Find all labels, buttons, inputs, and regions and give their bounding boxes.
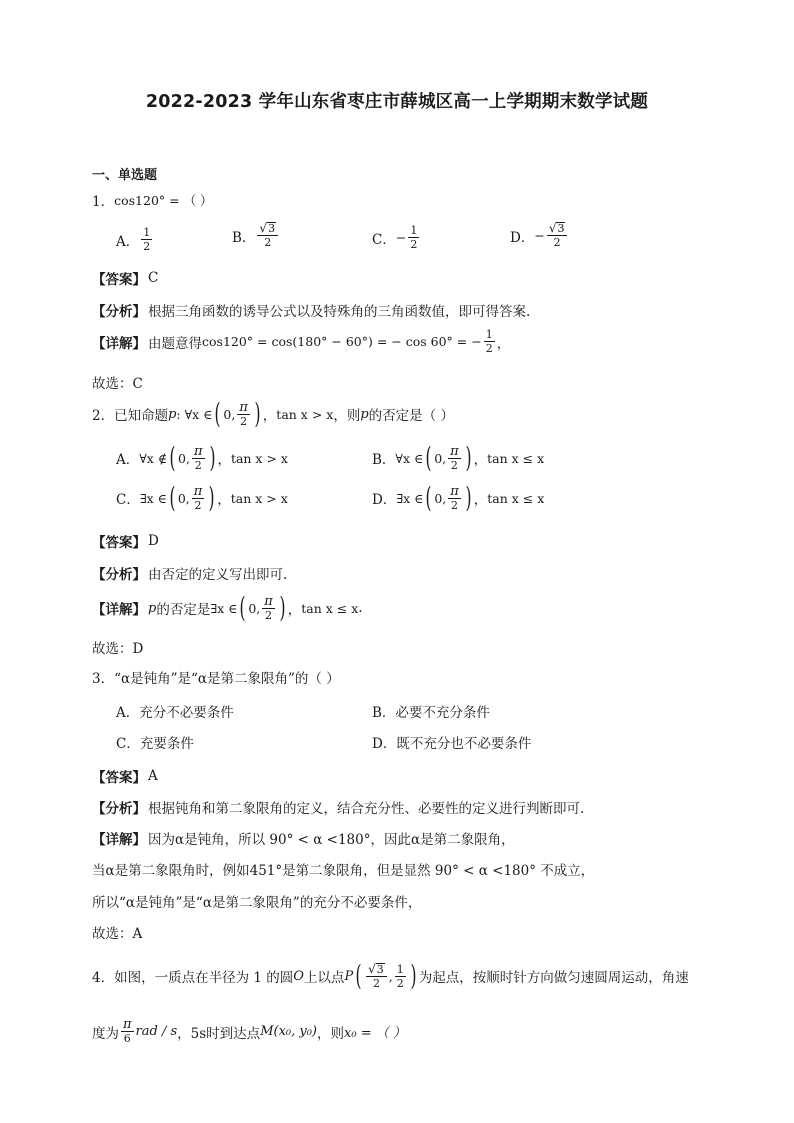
numerator: 1 [396, 962, 404, 976]
question-text: 2．已知命题 [92, 408, 169, 424]
circle-label: O [293, 968, 304, 984]
denominator: 2 [485, 342, 493, 355]
proposition-p: p [168, 406, 177, 422]
question-number: 1． [92, 194, 115, 210]
q3-option-b: B．必要不充分条件 [372, 705, 490, 721]
fraction [141, 226, 152, 253]
option-label: A． [116, 452, 140, 468]
condition: tan x > x [230, 490, 288, 506]
quantifier: ∃x ∈ [396, 490, 424, 506]
detail-text: 因为α是钝角，所以 90° < α <180°，因此α是第二象限角， [148, 832, 515, 848]
fraction [395, 963, 406, 990]
question-text-2: 上以点 [303, 970, 345, 986]
numerator [366, 963, 387, 977]
fraction: $\frac{\pi}{2}$ [193, 483, 203, 512]
detail-end: ， [496, 335, 511, 352]
quantifier: ∃x ∈ [139, 490, 167, 506]
fraction [257, 222, 278, 249]
q2-detail: 【详解】 p 的否定是 ∃x ∈ ( 0, $\frac{\pi}{2}$ ) ， tan x ≤ x . [92, 591, 363, 624]
condition: tan x ≤ x [301, 600, 359, 616]
denominator: 6 [123, 1032, 131, 1045]
analysis-text: 根据三角函数的诱导公式以及特殊角的三角函数值，即可得答案. [148, 304, 531, 320]
option-label: C． [372, 231, 396, 248]
q2-conclusion: 故选：D [92, 641, 144, 657]
separator: ， [262, 408, 277, 424]
detail-tag: 【详解】 [92, 335, 146, 352]
q1-option-c [372, 224, 421, 251]
question-text-3: 为起点，按顺时针方向做匀速圆周运动，角速 [418, 970, 689, 986]
denominator: 2 [396, 976, 404, 990]
quantifier: ∀x ∈ [395, 450, 424, 466]
q3-detail-line-2: 当α是第二象限角时，例如451°是第二象限角，但是显然 90° < α <180° 不成立， [92, 863, 595, 879]
interval-lower: 0, [248, 600, 261, 616]
minus-sign: − [395, 230, 407, 245]
q2-analysis [92, 563, 287, 583]
answer-value: A [148, 768, 158, 784]
denominator: 2 [410, 238, 418, 251]
interval-lower: 0, [223, 406, 236, 422]
page-title: 2022-2023 学年山东省枣庄市薛城区高一上学期期末数学试题 [145, 92, 649, 112]
question-expression: cos120° = （ ） [114, 193, 213, 208]
q1-answer [92, 268, 158, 288]
interval-lower: 0, [434, 450, 447, 466]
analysis-text: 根据钝角和第二象限角的定义，结合充分性、必要性的定义进行判断即可. [148, 801, 585, 817]
answer-value: D [148, 533, 159, 549]
question-2-stem: 2．已知命题 p : ∀x ∈ ( 0, $\frac{\pi}{2}$ ) ， tan x > x ，则 p 的否定是（ ） [92, 397, 454, 430]
analysis-text: 由否定的定义写出即可. [148, 567, 288, 583]
sqrt-symbol: √ 3 [259, 221, 276, 235]
fraction [408, 224, 419, 251]
question-text-6: ，则 [317, 1025, 345, 1042]
condition: tan x > x [276, 406, 334, 422]
q3-detail-line-3: 所以“α是钝角”是“α是第二象限角”的充分不必要条件， [92, 895, 422, 911]
interval-lower: 0, [178, 450, 190, 466]
q2-option-d: D． ∃x ∈ ( 0, $\frac{\pi}{2}$ ) ， tan x ≤ x [372, 481, 545, 514]
denominator: 2 [240, 414, 248, 428]
question-text-2: ，则 [333, 408, 361, 424]
option-label: D． [372, 492, 397, 508]
detail-text: 由题意得 [148, 335, 202, 352]
q2-answer [92, 531, 159, 551]
minus-sign: − [534, 228, 545, 243]
numerator: 1 [410, 224, 418, 237]
option-label: D． [510, 229, 535, 246]
q2-option-c: C． ∃x ∈ ( 0, $\frac{\pi}{2}$ ) ， tan x > x [116, 481, 288, 514]
q1-conclusion: 故选：C [92, 376, 143, 392]
fraction: $\frac{\pi}{2}$ [193, 443, 203, 472]
numerator: 1 [143, 226, 151, 239]
fraction: $\frac{\pi}{2}$ [264, 593, 273, 622]
sqrt-symbol: √ 3 [548, 221, 565, 235]
numerator: 1 [485, 328, 493, 341]
detail-tag: 【详解】 [92, 832, 146, 848]
analysis-tag: 【分析】 [92, 801, 146, 817]
condition: tan x ≤ x [487, 490, 545, 506]
q3-option-a: A．充分不必要条件 [116, 705, 234, 721]
q3-answer [92, 766, 158, 786]
option-label: A． [116, 233, 140, 250]
sqrt-symbol: √ 3 [368, 961, 384, 976]
proposition-p: p [360, 406, 369, 422]
unit: rad / s [135, 1024, 178, 1039]
proposition-p: p [148, 600, 157, 616]
fraction: $\frac{\pi}{2}$ [450, 443, 459, 472]
quantifier: ∀x ∉ [139, 450, 168, 466]
question-ask: x₀ = （ ） [344, 1026, 406, 1041]
q2-option-a: A． ∀x ∉ ( 0, $\frac{\pi}{2}$ ) ， tan x > x [116, 441, 288, 474]
answer-value: C [148, 270, 159, 286]
q3-conclusion: 故选：A [92, 926, 143, 942]
interval-lower: 0, [434, 490, 447, 506]
option-label: B． [372, 452, 396, 468]
numerator: π [123, 1017, 132, 1032]
question-text-5: ，5s时到达点 [177, 1025, 261, 1042]
q1-option-a [116, 226, 154, 253]
fraction [237, 401, 250, 428]
answer-tag: 【答案】 [92, 535, 146, 551]
question-3-stem: 3．“α是钝角”是“α是第二象限角”的（ ） [92, 671, 340, 687]
q2-option-b: B． ∀x ∈ ( 0, $\frac{\pi}{2}$ ) ， tan x ≤ x [372, 441, 545, 474]
q1-detail [92, 328, 510, 355]
option-label: B． [232, 229, 256, 246]
condition: tan x > x [230, 450, 288, 466]
q3-analysis [92, 797, 584, 817]
q1-analysis [92, 300, 530, 320]
denominator: 2 [372, 976, 380, 990]
quantifier: ∃x ∈ [210, 600, 238, 616]
numerator [257, 222, 278, 236]
fraction [366, 963, 387, 990]
fraction [121, 1018, 134, 1045]
question-text-3: 的否定是（ ） [368, 408, 454, 424]
detail-tag: 【详解】 [92, 602, 146, 618]
detail-expression: cos120° = cos(180° − 60°) = − cos 60° = − [202, 334, 482, 349]
question-4-line-2 [92, 1018, 406, 1045]
q3-detail [92, 828, 515, 848]
analysis-tag: 【分析】 [92, 567, 146, 583]
denominator: 2 [553, 236, 561, 249]
section-heading: 一、单选题 [92, 168, 158, 183]
question-4-stem: 4．如图，一质点在半径为 1 的圆 O 上以点 P ( √ 3 2 , $\frac{1}{2}$ ) 为起点，按顺时针方向做匀速圆周运动，角速 [92, 959, 689, 992]
numerator: π [239, 399, 248, 415]
detail-text: 的否定是 [156, 602, 211, 618]
point-m: M(x₀, y₀) [260, 1024, 318, 1039]
fraction: $\frac{\pi}{2}$ [450, 483, 459, 512]
interval-lower: 0, [177, 490, 190, 506]
point-label: P [344, 968, 354, 984]
q1-option-b [232, 222, 280, 249]
option-label: C． [116, 492, 140, 508]
question-text: 4．如图，一质点在半径为 1 的圆 [92, 970, 294, 986]
numerator [547, 222, 568, 236]
answer-tag: 【答案】 [92, 770, 146, 786]
question-text-4: 度为 [92, 1025, 119, 1042]
fraction [547, 222, 568, 249]
q1-option-d [510, 222, 569, 249]
quantifier: : ∀x ∈ [176, 406, 213, 422]
condition: tan x ≤ x [487, 450, 545, 466]
fraction [484, 328, 495, 355]
denominator: 2 [264, 236, 272, 249]
answer-tag: 【答案】 [92, 272, 146, 288]
question-1-stem [92, 190, 213, 210]
denominator: 2 [143, 240, 151, 253]
analysis-tag: 【分析】 [92, 304, 146, 320]
q3-option-d: D．既不充分也不必要条件 [372, 736, 532, 752]
q3-option-c: C．充要条件 [116, 736, 194, 752]
